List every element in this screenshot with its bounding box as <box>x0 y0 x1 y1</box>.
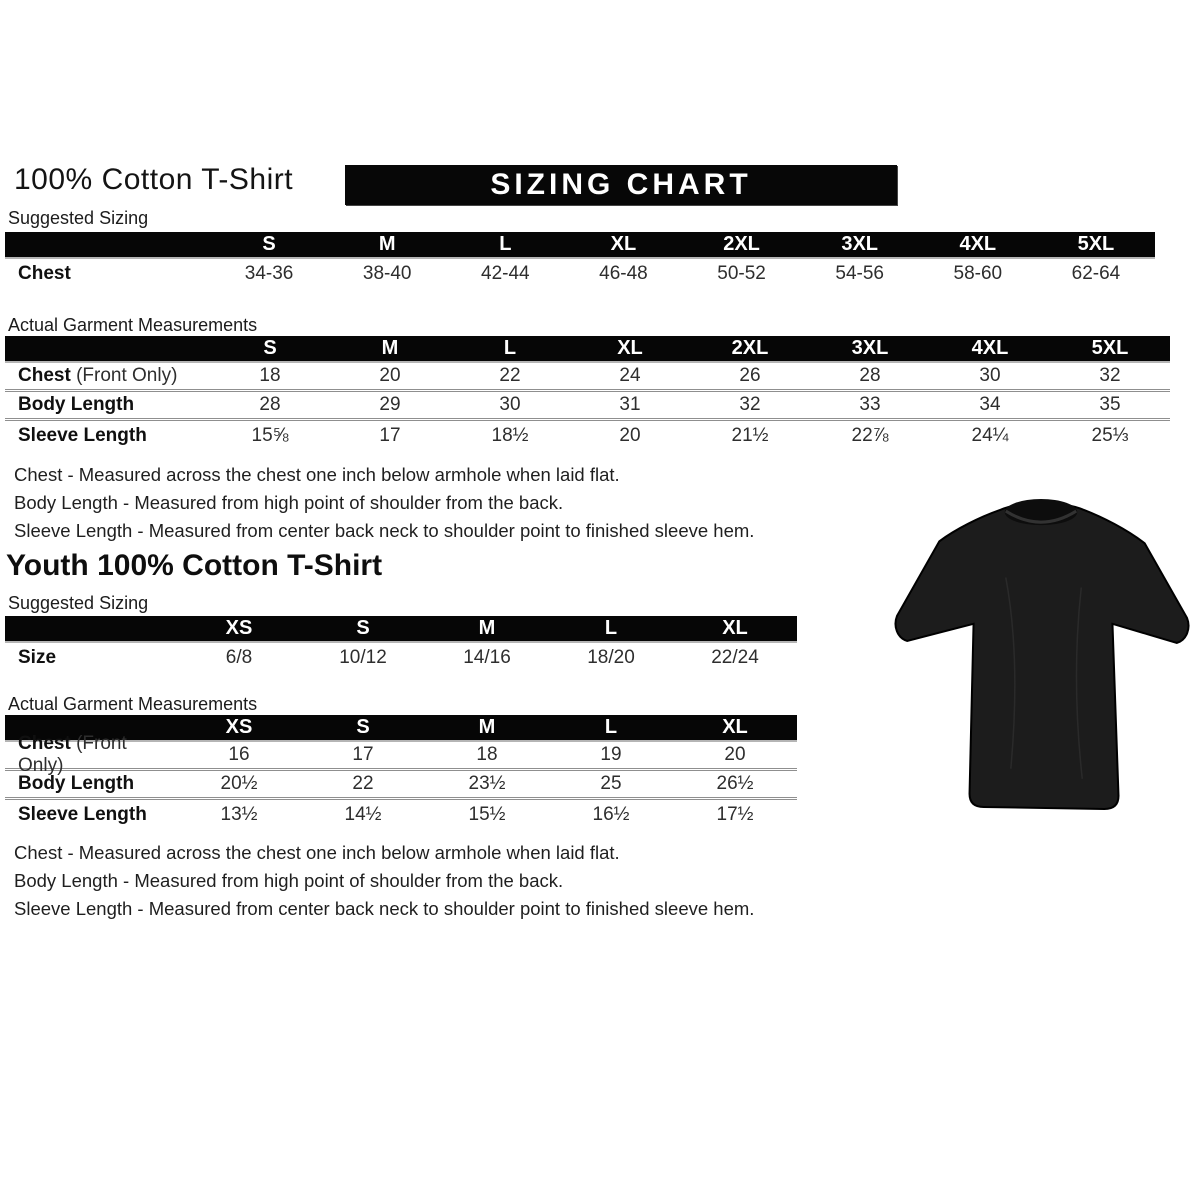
youth-suggested-section-label: Suggested Sizing <box>8 593 149 613</box>
row-label: Chest <box>18 263 71 284</box>
value-cell: 21½ <box>731 424 769 446</box>
value-cell: 54-56 <box>835 263 884 284</box>
row-label-cell <box>5 733 177 777</box>
col-header: 4XL <box>959 233 997 255</box>
col-header: S <box>356 617 370 639</box>
row-label-cell <box>5 425 210 447</box>
col-header: 2XL <box>723 233 760 255</box>
table-header-row <box>5 232 1155 259</box>
col-header: XS <box>225 716 253 738</box>
value-cell: 16½ <box>592 803 630 825</box>
value-cell: 33 <box>859 394 881 415</box>
tshirt-image <box>885 483 1197 823</box>
value-cell: 20 <box>379 365 401 386</box>
value-cell: 32 <box>739 394 761 415</box>
tshirt-body <box>896 503 1189 809</box>
row-label: Sleeve Length <box>18 803 147 825</box>
row-label-cell <box>5 394 210 416</box>
measurement-note: Chest - Measured across the chest one inch below armhole when laid flat. <box>14 842 620 863</box>
measurement-note: Sleeve Length - Measured from center back neck to shoulder point to finished sleeve hem. <box>14 520 755 542</box>
value-cell: 22 <box>352 773 374 794</box>
col-header: M <box>381 337 399 359</box>
table-header-row <box>5 616 797 643</box>
col-header: L <box>604 617 618 639</box>
value-cell: 17 <box>352 744 374 765</box>
value-cell: 17½ <box>716 803 754 825</box>
table-header-row <box>5 336 1170 363</box>
row-label-cell <box>5 647 177 669</box>
youth-section-title: Youth 100% Cotton T-Shirt <box>6 549 383 582</box>
value-cell: 15½ <box>468 803 506 825</box>
row-label-cell <box>5 365 210 387</box>
value-cell: 34-36 <box>244 263 294 284</box>
adult-actual-section-label: Actual Garment Measurements <box>8 315 258 335</box>
value-cell: 25 <box>600 773 622 794</box>
row-label-cell <box>5 804 177 826</box>
row-label-suffix: (Front Only) <box>70 365 178 386</box>
table-row <box>5 643 797 673</box>
value-cell: 24¼ <box>971 424 1009 446</box>
value-cell: 18 <box>476 744 498 765</box>
value-cell: 22 <box>499 365 521 386</box>
table-row <box>5 392 1170 421</box>
value-cell: 15⅝ <box>251 424 289 446</box>
row-label: Size <box>18 647 57 668</box>
sizing-chart-banner-label: SIZING CHART <box>490 168 752 201</box>
value-cell: 58-60 <box>953 263 1003 284</box>
value-cell: 18½ <box>491 424 529 446</box>
col-header: S <box>262 233 276 255</box>
sizing-chart-banner <box>345 165 897 205</box>
col-header: XL <box>722 617 748 639</box>
value-cell: 20½ <box>220 773 258 794</box>
col-header: S <box>356 716 370 738</box>
measurement-note: Body Length - Measured from high point of shoulder from the back. <box>14 492 564 514</box>
youth-actual-section-label: Actual Garment Measurements <box>8 694 258 714</box>
row-label: Chest <box>18 365 71 386</box>
value-cell: 30 <box>499 394 521 415</box>
col-header: XL <box>610 233 637 255</box>
col-header: L <box>499 233 512 255</box>
adult-suggested-table <box>5 232 1155 289</box>
value-cell: 24 <box>619 365 641 386</box>
table-row <box>5 733 797 776</box>
table-row <box>5 363 1170 392</box>
value-cell: 62-64 <box>1071 263 1121 284</box>
value-cell: 13½ <box>220 803 258 825</box>
youth-suggested-table <box>5 616 797 673</box>
value-cell: 16 <box>228 744 250 765</box>
table-row <box>5 771 797 800</box>
col-header: 3XL <box>851 337 889 359</box>
adult-actual-table <box>5 336 1170 450</box>
col-header: 3XL <box>841 233 879 255</box>
value-cell: 22/24 <box>711 647 759 668</box>
value-cell: 26 <box>739 365 761 386</box>
value-cell: 20 <box>619 424 641 446</box>
col-header: L <box>604 716 618 738</box>
value-cell: 10/12 <box>339 647 387 668</box>
col-header: 5XL <box>1077 233 1115 255</box>
value-cell: 50-52 <box>717 263 766 284</box>
value-cell: 23½ <box>468 773 506 794</box>
value-cell: 20 <box>724 744 746 765</box>
value-cell: 31 <box>619 394 641 415</box>
value-cell: 19 <box>600 744 622 765</box>
col-header: XL <box>722 716 748 738</box>
value-cell: 34 <box>979 394 1001 415</box>
value-cell: 18/20 <box>587 647 635 668</box>
col-header: L <box>503 337 517 359</box>
col-header: XS <box>225 617 253 639</box>
value-cell: 14/16 <box>463 647 511 668</box>
value-cell: 42-44 <box>481 263 530 284</box>
youth-measurement-notes <box>14 839 754 924</box>
value-cell: 26½ <box>716 773 754 794</box>
value-cell: 29 <box>379 394 401 415</box>
adult-suggested-section-label: Suggested Sizing <box>8 208 149 228</box>
row-label-cell <box>5 263 210 285</box>
table-row <box>5 259 1155 289</box>
col-header: M <box>478 617 496 639</box>
row-label: Sleeve Length <box>18 424 147 446</box>
col-header: 2XL <box>731 337 769 359</box>
value-cell: 6/8 <box>225 647 253 668</box>
value-cell: 17 <box>379 424 401 446</box>
measurement-note: Body Length - Measured from high point of shoulder from the back. <box>14 870 564 892</box>
col-header: XL <box>617 337 643 359</box>
value-cell: 30 <box>979 365 1001 386</box>
value-cell: 28 <box>859 365 881 386</box>
value-cell: 46-48 <box>599 263 648 284</box>
value-cell: 28 <box>259 394 281 415</box>
col-header: M <box>378 233 396 255</box>
table-row <box>5 421 1170 450</box>
youth-actual-table <box>5 715 797 829</box>
measurement-note: Chest - Measured across the chest one inch below armhole when laid flat. <box>14 464 620 485</box>
row-label: Body Length <box>18 394 135 415</box>
value-cell: 38-40 <box>362 263 412 284</box>
table-row <box>5 800 797 829</box>
col-header: M <box>478 716 496 738</box>
value-cell: 22⅞ <box>851 424 889 446</box>
adult-measurement-notes <box>14 461 754 546</box>
value-cell: 18 <box>259 365 281 386</box>
measurement-note: Sleeve Length - Measured from center back neck to shoulder point to finished sleeve hem. <box>14 898 755 920</box>
row-label: Chest <box>18 733 71 754</box>
col-header: 5XL <box>1091 337 1129 359</box>
col-header: 4XL <box>971 337 1009 359</box>
value-cell: 14½ <box>344 803 382 825</box>
value-cell: 35 <box>1099 394 1121 415</box>
value-cell: 32 <box>1099 365 1121 386</box>
row-label: Body Length <box>18 773 135 794</box>
row-label-suffix: (Front Only) <box>18 733 127 776</box>
col-header: S <box>263 337 277 359</box>
value-cell: 25⅓ <box>1091 424 1129 446</box>
row-label-cell <box>5 773 177 795</box>
page-title: 100% Cotton T-Shirt <box>14 163 294 196</box>
